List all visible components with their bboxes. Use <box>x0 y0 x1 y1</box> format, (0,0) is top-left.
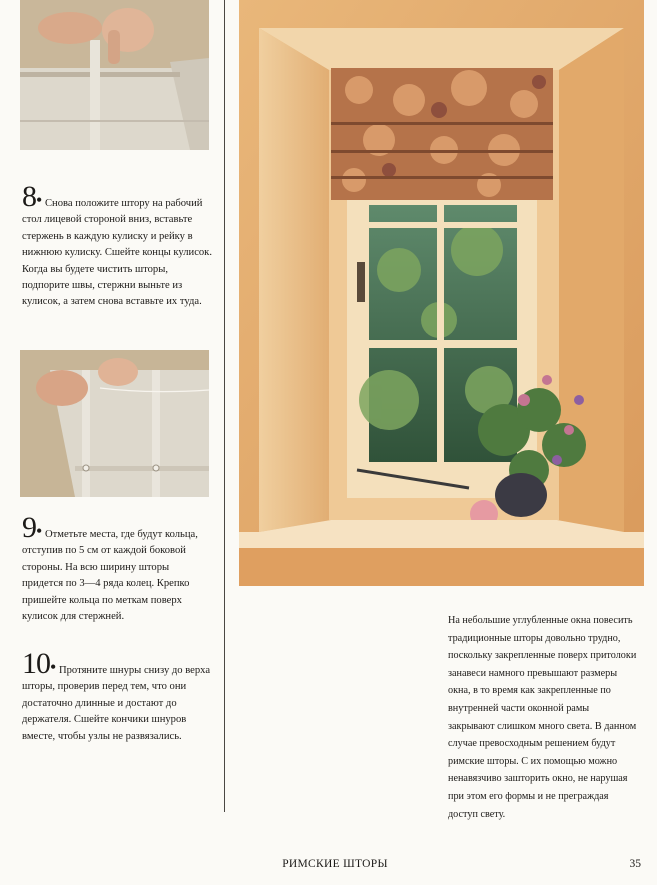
step-10 <box>22 647 212 745</box>
step-number: 9 <box>22 511 36 544</box>
step-number: 10 <box>22 647 50 680</box>
photo-step-8 <box>20 0 209 150</box>
step-8 <box>22 180 212 311</box>
column-divider <box>224 0 225 812</box>
photo-caption: На небольшие углубленные окна повесить традиционные шторы довольно трудно, поскольку закрепленные поверх притолоки занавеси намного превышают размеры окна, в то время как закрепленные по внутренней части оконной рамы закрывают слишком много света. В данном случае превосходным решением будут римские шторы. С их помощью можно ненавязчиво заштopить окно, не нарушая при этом его формы и не преграждая доступ свету. <box>448 615 637 820</box>
step-text: Отметьте места, где будут кольца, отступив по 5 см от каждой боковой стороны. На всю ширину шторы придется по 3—4 ряда колец. Крепко пришейте кольца по меткам поверх кулисок для стержней. <box>22 529 198 623</box>
step-text: Снова положите штору на рабочий стол лицевой стороной вниз, вставьте стержень в каждую кулиску и рейку в нижнюю кулиску. Сшейте концы кулисок. Когда вы будете чистить шторы, подпорите швы, стержни выньте из кулисок, а затем снова вставьте их туда. <box>22 198 212 308</box>
window-roman-blind-photo <box>239 0 644 586</box>
step-number: 8 <box>22 180 36 213</box>
step-bullet: • <box>36 521 43 541</box>
step-9 <box>22 511 212 625</box>
step-bullet: • <box>36 190 43 210</box>
photo-step-9 <box>20 350 209 497</box>
step-text: Протяните шнуры снизу до верха шторы, проверив перед тем, что они достаточно длинные и достают до держателя. Сшейте кончики шнуров вместе, чтобы узлы не развязались. <box>22 665 211 742</box>
page-number: 35 <box>629 858 641 870</box>
step-bullet: • <box>50 657 57 677</box>
running-footer-title: РИМСКИЕ ШТОРЫ <box>282 858 388 870</box>
